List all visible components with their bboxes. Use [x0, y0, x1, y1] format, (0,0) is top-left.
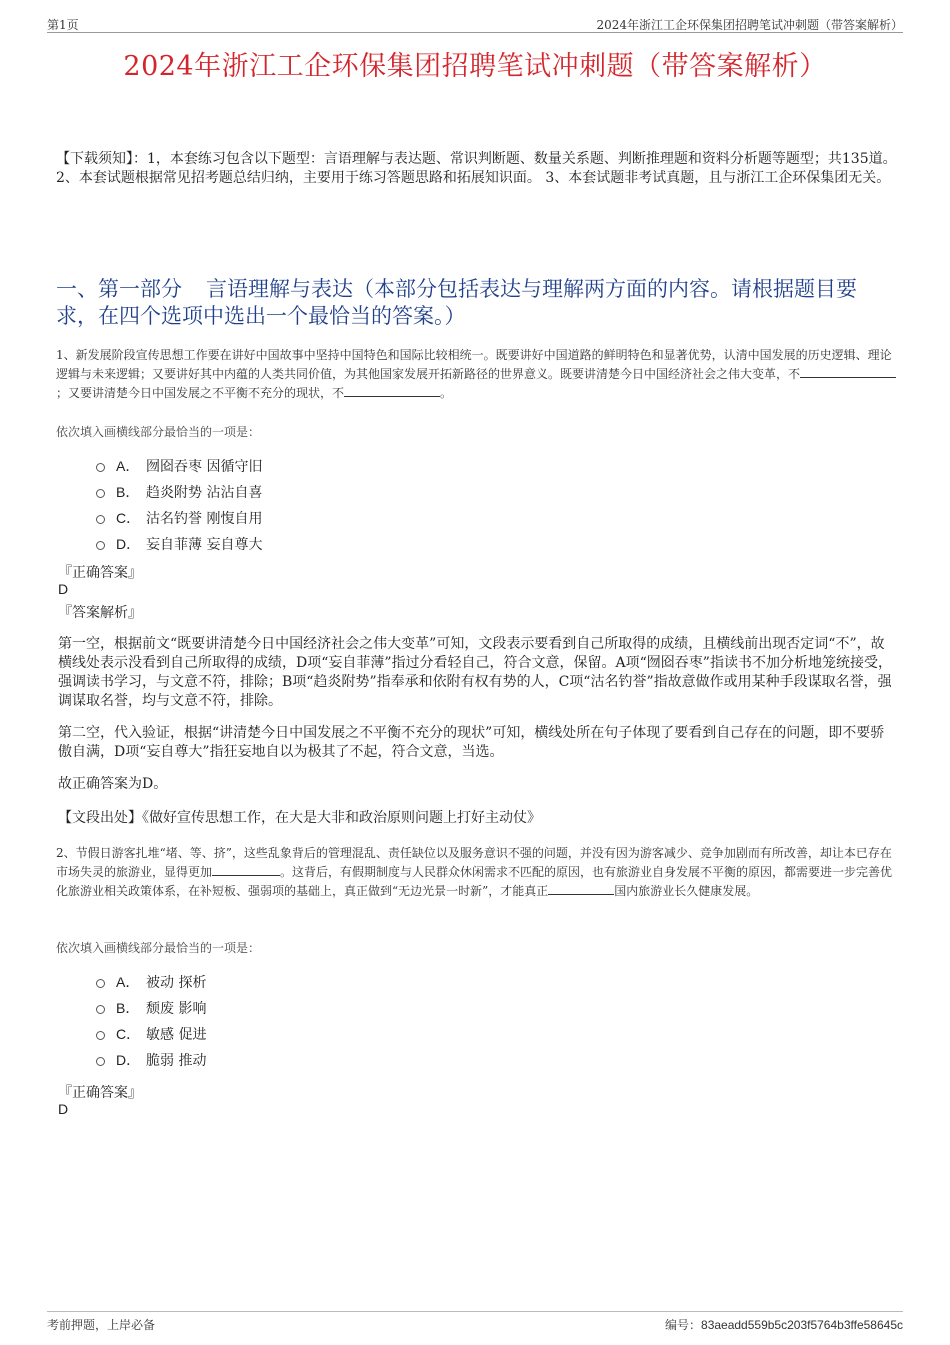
question-2-stem: 2、节假日游客扎堆“堵、等、挤”，这些乱象背后的管理混乱、责任缺位以及服务意识不强的问题，并没有因为游客减少、竞争加剧而有所改善，却让本已存在市场失灵的旅游业，显得更加 。这背后，有假期制度与人民群众休闲需求不匹配的原因，也有旅游业自身发展不平衡的原因，都需要进一步完善优化旅游业相关政策体系，在补短板、强弱项的基础上，真正做到“无边光景一时新”，才能真正 国内旅游业长久健康发展。: [56, 846, 893, 898]
section-desc: 言语理解与表达（本部分包括表达与理解两方面的内容。请根据题目要求，在四个选项中选出一个最恰当的答案。）: [56, 277, 857, 328]
answer-label: 『正确答案』: [58, 1085, 142, 1101]
question-1-stem: 1、新发展阶段宣传思想工作要在讲好中国故事中坚持中国特色和国际比较相统一。既要讲好中国道路的鲜明特色和显著优势，认清中国发展的历史逻辑、理论逻辑与未来逻辑；又要讲好其中内蕴的人类共同价值，为其他国家发展开拓新路径的世界意义。既要讲清楚今日中国经济社会之伟大变革，不；又要讲清楚今日中国发展之不平衡不充分的现状，不 。: [56, 346, 898, 403]
download-notice: 【下载须知】：1，本套练习包含以下题型：言语理解与表达题、常识判断题、数量关系题、判断推理题和资料分析题等题型；共135道。 2、本套试题根据常见招考题总结归纳，主要用于练习答题思路和拓展知识面。 3、本套试题非考试真题，且与浙江工企环保集团无关。: [56, 151, 897, 186]
radio-icon[interactable]: [96, 489, 105, 498]
option-d[interactable]: D． 妄自菲薄 妄自尊大: [96, 531, 262, 557]
blank-line: [344, 384, 440, 397]
blank-line: [548, 882, 614, 895]
option-c[interactable]: C． 敏感 促进: [96, 1021, 206, 1047]
answer-label: 『正确答案』: [58, 565, 142, 581]
option-c[interactable]: C． 沽名钓誉 刚愎自用: [96, 505, 262, 531]
page-title: 2024年浙江工企环保集团招聘笔试冲刺题（带答案解析）: [123, 51, 827, 82]
section-heading: [56, 276, 898, 330]
radio-icon[interactable]: [96, 1031, 105, 1040]
analysis-conclusion: 故正确答案为D。: [58, 776, 168, 792]
answer-value: D: [58, 581, 69, 597]
radio-icon[interactable]: [96, 1057, 105, 1066]
footer-code: 编号：83aeadd559b5c203f5764b3ffe58645c: [665, 1318, 903, 1332]
option-b[interactable]: B． 趋炎附势 沾沾自喜: [96, 479, 262, 505]
option-b[interactable]: B． 颓废 影响: [96, 995, 206, 1021]
question-1-instruction: 依次填入画横线部分最恰当的一项是：: [56, 425, 261, 439]
footer-slogan: 考前押题，上岸必备: [47, 1318, 156, 1332]
option-d[interactable]: D． 脆弱 推动: [96, 1047, 206, 1073]
header-doc-title: 2024年浙江工企环保集团招聘笔试冲刺题（带答案解析）: [596, 18, 903, 32]
radio-icon[interactable]: [96, 541, 105, 550]
analysis-paragraph-1: 第一空，根据前文“既要讲清楚今日中国经济社会之伟大变革”可知，文段表示要看到自己所取得的成绩，且横线前出现否定词“不”，故横线处表示没看到自己所取得的成绩，D项“妄自菲薄”指过分看轻自己，符合文意，保留。A项“囫囵吞枣”指读书不加分析地笼统接受，强调读书学习，与文意不符，排除；B项“趋炎附势”指奉承和依附有权有势的人，C项“沽名钓誉”指故意做作或用某种手段谋取名誉，强调谋取名誉，均与文意不符，排除。: [58, 636, 892, 709]
page-header: [47, 14, 903, 33]
radio-icon[interactable]: [96, 463, 105, 472]
option-a[interactable]: A． 被动 探析: [96, 969, 206, 995]
source-reference: 【文段出处】《做好宣传思想工作，在大是大非和政治原则问题上打好主动仗》: [58, 810, 541, 826]
analysis-paragraph-2: 第二空，代入验证，根据“讲清楚今日中国发展之不平衡不充分的现状”可知，横线处所在句子体现了要看到自己存在的问题，即不要骄傲自满，D项“妄自尊大”指狂妄地自以为极其了不起，符合文意，当选。: [58, 725, 885, 760]
radio-icon[interactable]: [96, 979, 105, 988]
blank-line: [800, 365, 896, 378]
section-part: 一、第一部分: [56, 277, 182, 301]
question-1-options: [96, 453, 262, 557]
page-number: 第1页: [47, 18, 79, 32]
question-2-instruction: 依次填入画横线部分最恰当的一项是：: [56, 941, 261, 955]
radio-icon[interactable]: [96, 1005, 105, 1014]
answer-value: D: [58, 1101, 69, 1117]
radio-icon[interactable]: [96, 515, 105, 524]
blank-line: [212, 863, 280, 876]
page-footer: [47, 1311, 903, 1334]
question-2-options: [96, 969, 206, 1073]
analysis-label: 『答案解析』: [58, 605, 142, 621]
option-a[interactable]: A． 囫囵吞枣 因循守旧: [96, 453, 262, 479]
